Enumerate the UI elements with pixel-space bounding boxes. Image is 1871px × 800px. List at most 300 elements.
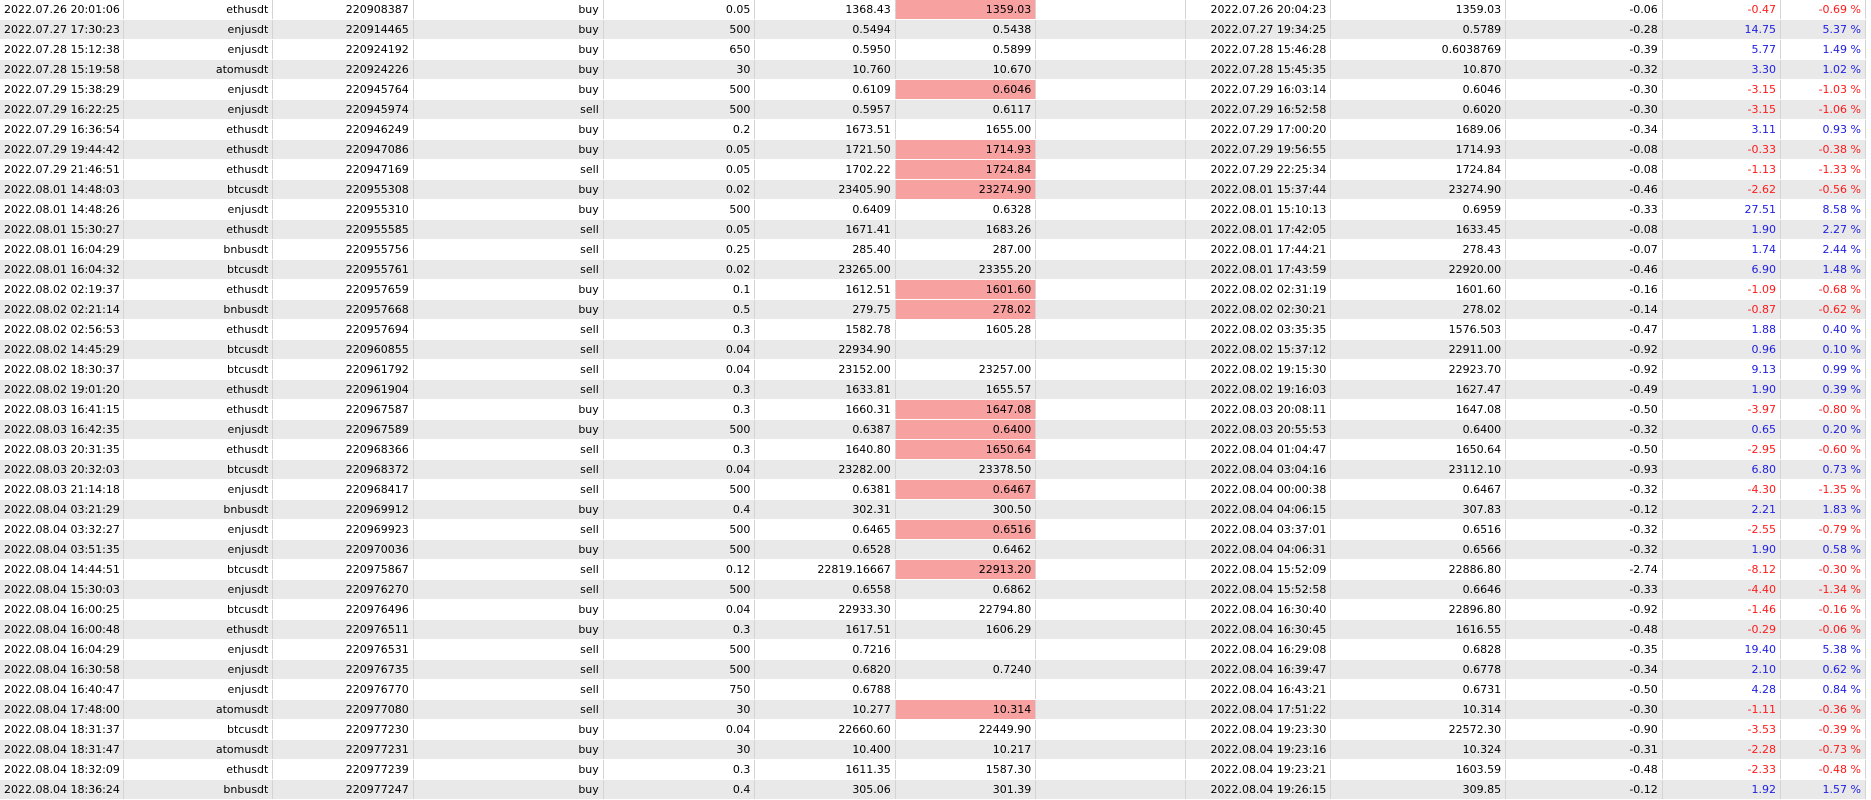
symbol-cell: enjusdt bbox=[123, 660, 273, 680]
symbol-cell: enjusdt bbox=[123, 40, 273, 60]
volume-cell: 0.05 bbox=[603, 160, 755, 180]
stop-loss-cell: 0.6046 bbox=[895, 80, 1035, 100]
close-price-cell: 10.314 bbox=[1331, 700, 1506, 720]
take-profit-cell bbox=[1036, 480, 1186, 500]
table-row[interactable] bbox=[0, 40, 1866, 60]
table-row[interactable] bbox=[0, 200, 1866, 220]
table-row[interactable] bbox=[0, 540, 1866, 560]
volume-cell: 500 bbox=[603, 80, 755, 100]
stop-loss-cell bbox=[895, 680, 1035, 700]
symbol-cell: ethusdt bbox=[123, 760, 273, 780]
order-id-cell: 220968372 bbox=[273, 460, 413, 480]
table-row[interactable] bbox=[0, 440, 1866, 460]
commission-cell: -0.90 bbox=[1506, 720, 1663, 740]
symbol-cell: ethusdt bbox=[123, 400, 273, 420]
close-price-cell: 23274.90 bbox=[1331, 180, 1506, 200]
stop-loss-cell: 1714.93 bbox=[895, 140, 1035, 160]
table-row[interactable] bbox=[0, 500, 1866, 520]
open-time-cell: 2022.07.29 16:22:25 bbox=[0, 100, 123, 120]
open-price-cell: 23282.00 bbox=[755, 460, 895, 480]
table-row[interactable] bbox=[0, 360, 1866, 380]
stop-loss-cell: 0.6862 bbox=[895, 580, 1035, 600]
profit-cell: 19.40 bbox=[1662, 640, 1780, 660]
profit-cell: 3.30 bbox=[1662, 60, 1780, 80]
close-price-cell: 22920.00 bbox=[1331, 260, 1506, 280]
type-cell: buy bbox=[413, 140, 603, 160]
stop-loss-cell: 1650.64 bbox=[895, 440, 1035, 460]
table-row[interactable] bbox=[0, 260, 1866, 280]
table-row[interactable] bbox=[0, 680, 1866, 700]
order-id-cell: 220977247 bbox=[273, 780, 413, 800]
commission-cell: -0.12 bbox=[1506, 500, 1663, 520]
open-price-cell: 0.5957 bbox=[755, 100, 895, 120]
table-row[interactable] bbox=[0, 480, 1866, 500]
take-profit-cell bbox=[1036, 660, 1186, 680]
stop-loss-cell: 0.6516 bbox=[895, 520, 1035, 540]
volume-cell: 0.04 bbox=[603, 460, 755, 480]
open-price-cell: 1611.35 bbox=[755, 760, 895, 780]
symbol-cell: btcusdt bbox=[123, 720, 273, 740]
close-time-cell: 2022.07.26 20:04:23 bbox=[1185, 0, 1331, 20]
close-time-cell: 2022.08.02 19:15:30 bbox=[1185, 360, 1331, 380]
close-price-cell: 0.6516 bbox=[1331, 520, 1506, 540]
commission-cell: -0.92 bbox=[1506, 600, 1663, 620]
commission-cell: -0.12 bbox=[1506, 780, 1663, 800]
order-id-cell: 220976270 bbox=[273, 580, 413, 600]
open-time-cell: 2022.07.29 15:38:29 bbox=[0, 80, 123, 100]
table-row[interactable] bbox=[0, 80, 1866, 100]
order-id-cell: 220957659 bbox=[273, 280, 413, 300]
close-price-cell: 278.43 bbox=[1331, 240, 1506, 260]
volume-cell: 500 bbox=[603, 520, 755, 540]
profit-percent-cell: -0.62 % bbox=[1781, 300, 1866, 320]
type-cell: buy bbox=[413, 300, 603, 320]
profit-percent-cell: 8.58 % bbox=[1781, 200, 1866, 220]
stop-loss-cell: 0.6328 bbox=[895, 200, 1035, 220]
stop-loss-cell bbox=[895, 340, 1035, 360]
type-cell: sell bbox=[413, 260, 603, 280]
volume-cell: 0.25 bbox=[603, 240, 755, 260]
type-cell: buy bbox=[413, 20, 603, 40]
close-price-cell: 1627.47 bbox=[1331, 380, 1506, 400]
open-price-cell: 10.277 bbox=[755, 700, 895, 720]
table-row[interactable] bbox=[0, 580, 1866, 600]
open-time-cell: 2022.08.04 15:30:03 bbox=[0, 580, 123, 600]
close-price-cell: 10.870 bbox=[1331, 60, 1506, 80]
profit-percent-cell: 0.20 % bbox=[1781, 420, 1866, 440]
close-time-cell: 2022.08.01 15:37:44 bbox=[1185, 180, 1331, 200]
table-row[interactable] bbox=[0, 400, 1866, 420]
volume-cell: 0.2 bbox=[603, 120, 755, 140]
stop-loss-cell: 0.7240 bbox=[895, 660, 1035, 680]
open-time-cell: 2022.07.29 21:46:51 bbox=[0, 160, 123, 180]
close-time-cell: 2022.08.04 17:51:22 bbox=[1185, 700, 1331, 720]
symbol-cell: ethusdt bbox=[123, 380, 273, 400]
type-cell: buy bbox=[413, 600, 603, 620]
close-price-cell: 1601.60 bbox=[1331, 280, 1506, 300]
type-cell: sell bbox=[413, 580, 603, 600]
order-id-cell: 220968366 bbox=[273, 440, 413, 460]
table-row[interactable] bbox=[0, 180, 1866, 200]
table-row[interactable] bbox=[0, 740, 1866, 760]
profit-cell: 0.96 bbox=[1662, 340, 1780, 360]
symbol-cell: enjusdt bbox=[123, 80, 273, 100]
profit-cell: 27.51 bbox=[1662, 200, 1780, 220]
table-row[interactable] bbox=[0, 60, 1866, 80]
profit-percent-cell: -0.69 % bbox=[1781, 0, 1866, 20]
profit-percent-cell: -1.34 % bbox=[1781, 580, 1866, 600]
table-row[interactable] bbox=[0, 220, 1866, 240]
type-cell: buy bbox=[413, 740, 603, 760]
commission-cell: -0.30 bbox=[1506, 80, 1663, 100]
take-profit-cell bbox=[1036, 80, 1186, 100]
profit-cell: -1.13 bbox=[1662, 160, 1780, 180]
table-row[interactable] bbox=[0, 640, 1866, 660]
open-price-cell: 0.6381 bbox=[755, 480, 895, 500]
volume-cell: 0.1 bbox=[603, 280, 755, 300]
close-time-cell: 2022.07.29 22:25:34 bbox=[1185, 160, 1331, 180]
commission-cell: -0.33 bbox=[1506, 580, 1663, 600]
table-row[interactable] bbox=[0, 320, 1866, 340]
table-row[interactable] bbox=[0, 620, 1866, 640]
symbol-cell: atomusdt bbox=[123, 700, 273, 720]
profit-percent-cell: -0.39 % bbox=[1781, 720, 1866, 740]
open-price-cell: 0.6387 bbox=[755, 420, 895, 440]
close-price-cell: 22923.70 bbox=[1331, 360, 1506, 380]
close-price-cell: 1616.55 bbox=[1331, 620, 1506, 640]
open-price-cell: 1640.80 bbox=[755, 440, 895, 460]
stop-loss-cell: 10.670 bbox=[895, 60, 1035, 80]
open-price-cell: 1702.22 bbox=[755, 160, 895, 180]
take-profit-cell bbox=[1036, 100, 1186, 120]
order-id-cell: 220977080 bbox=[273, 700, 413, 720]
take-profit-cell bbox=[1036, 780, 1186, 800]
commission-cell: -0.31 bbox=[1506, 740, 1663, 760]
open-price-cell: 22660.60 bbox=[755, 720, 895, 740]
symbol-cell: enjusdt bbox=[123, 200, 273, 220]
type-cell: buy bbox=[413, 0, 603, 20]
symbol-cell: btcusdt bbox=[123, 460, 273, 480]
table-row[interactable] bbox=[0, 140, 1866, 160]
open-time-cell: 2022.07.29 16:36:54 bbox=[0, 120, 123, 140]
type-cell: buy bbox=[413, 280, 603, 300]
take-profit-cell bbox=[1036, 140, 1186, 160]
profit-cell: 1.88 bbox=[1662, 320, 1780, 340]
commission-cell: -0.30 bbox=[1506, 100, 1663, 120]
take-profit-cell bbox=[1036, 160, 1186, 180]
open-price-cell: 1617.51 bbox=[755, 620, 895, 640]
stop-loss-cell: 0.6467 bbox=[895, 480, 1035, 500]
open-time-cell: 2022.08.02 19:01:20 bbox=[0, 380, 123, 400]
close-time-cell: 2022.08.02 15:37:12 bbox=[1185, 340, 1331, 360]
commission-cell: -0.35 bbox=[1506, 640, 1663, 660]
volume-cell: 0.02 bbox=[603, 260, 755, 280]
symbol-cell: enjusdt bbox=[123, 640, 273, 660]
symbol-cell: ethusdt bbox=[123, 0, 273, 20]
order-id-cell: 220945974 bbox=[273, 100, 413, 120]
volume-cell: 0.04 bbox=[603, 720, 755, 740]
table-row[interactable] bbox=[0, 340, 1866, 360]
volume-cell: 0.3 bbox=[603, 620, 755, 640]
profit-cell: 6.80 bbox=[1662, 460, 1780, 480]
close-time-cell: 2022.08.02 19:16:03 bbox=[1185, 380, 1331, 400]
stop-loss-cell: 300.50 bbox=[895, 500, 1035, 520]
symbol-cell: ethusdt bbox=[123, 120, 273, 140]
commission-cell: -0.07 bbox=[1506, 240, 1663, 260]
commission-cell: -0.16 bbox=[1506, 280, 1663, 300]
symbol-cell: ethusdt bbox=[123, 440, 273, 460]
type-cell: sell bbox=[413, 220, 603, 240]
close-time-cell: 2022.08.04 16:30:40 bbox=[1185, 600, 1331, 620]
volume-cell: 500 bbox=[603, 580, 755, 600]
order-id-cell: 220947086 bbox=[273, 140, 413, 160]
table-row[interactable] bbox=[0, 420, 1866, 440]
open-time-cell: 2022.08.04 16:00:48 bbox=[0, 620, 123, 640]
order-id-cell: 220961904 bbox=[273, 380, 413, 400]
order-id-cell: 220969923 bbox=[273, 520, 413, 540]
open-time-cell: 2022.07.29 19:44:42 bbox=[0, 140, 123, 160]
type-cell: sell bbox=[413, 380, 603, 400]
type-cell: sell bbox=[413, 680, 603, 700]
table-row[interactable] bbox=[0, 380, 1866, 400]
take-profit-cell bbox=[1036, 120, 1186, 140]
volume-cell: 500 bbox=[603, 480, 755, 500]
close-time-cell: 2022.07.29 17:00:20 bbox=[1185, 120, 1331, 140]
open-price-cell: 1660.31 bbox=[755, 400, 895, 420]
table-row[interactable] bbox=[0, 100, 1866, 120]
stop-loss-cell: 22449.90 bbox=[895, 720, 1035, 740]
table-row[interactable] bbox=[0, 600, 1866, 620]
stop-loss-cell: 301.39 bbox=[895, 780, 1035, 800]
symbol-cell: enjusdt bbox=[123, 520, 273, 540]
table-row[interactable] bbox=[0, 240, 1866, 260]
take-profit-cell bbox=[1036, 40, 1186, 60]
profit-percent-cell: -1.03 % bbox=[1781, 80, 1866, 100]
open-price-cell: 0.6788 bbox=[755, 680, 895, 700]
order-id-cell: 220924192 bbox=[273, 40, 413, 60]
commission-cell: -0.32 bbox=[1506, 480, 1663, 500]
open-price-cell: 279.75 bbox=[755, 300, 895, 320]
close-price-cell: 0.6020 bbox=[1331, 100, 1506, 120]
profit-percent-cell: -0.60 % bbox=[1781, 440, 1866, 460]
profit-cell: 6.90 bbox=[1662, 260, 1780, 280]
profit-percent-cell: -1.06 % bbox=[1781, 100, 1866, 120]
volume-cell: 500 bbox=[603, 200, 755, 220]
close-price-cell: 22886.80 bbox=[1331, 560, 1506, 580]
profit-percent-cell: 2.27 % bbox=[1781, 220, 1866, 240]
table-row[interactable] bbox=[0, 0, 1866, 20]
stop-loss-cell: 1647.08 bbox=[895, 400, 1035, 420]
volume-cell: 750 bbox=[603, 680, 755, 700]
profit-cell: -3.15 bbox=[1662, 100, 1780, 120]
type-cell: sell bbox=[413, 100, 603, 120]
open-time-cell: 2022.08.04 16:00:25 bbox=[0, 600, 123, 620]
type-cell: sell bbox=[413, 700, 603, 720]
take-profit-cell bbox=[1036, 280, 1186, 300]
profit-percent-cell: 1.57 % bbox=[1781, 780, 1866, 800]
profit-cell: 1.90 bbox=[1662, 380, 1780, 400]
profit-percent-cell: -0.36 % bbox=[1781, 700, 1866, 720]
symbol-cell: ethusdt bbox=[123, 140, 273, 160]
table-row[interactable] bbox=[0, 20, 1866, 40]
open-time-cell: 2022.08.02 14:45:29 bbox=[0, 340, 123, 360]
type-cell: sell bbox=[413, 520, 603, 540]
table-row[interactable] bbox=[0, 660, 1866, 680]
open-price-cell: 22819.16667 bbox=[755, 560, 895, 580]
type-cell: sell bbox=[413, 640, 603, 660]
open-time-cell: 2022.08.04 17:48:00 bbox=[0, 700, 123, 720]
table-row[interactable] bbox=[0, 520, 1866, 540]
order-id-cell: 220976496 bbox=[273, 600, 413, 620]
profit-percent-cell: -0.80 % bbox=[1781, 400, 1866, 420]
order-id-cell: 220957668 bbox=[273, 300, 413, 320]
volume-cell: 0.4 bbox=[603, 500, 755, 520]
stop-loss-cell: 10.217 bbox=[895, 740, 1035, 760]
open-price-cell: 0.6409 bbox=[755, 200, 895, 220]
profit-cell: -3.15 bbox=[1662, 80, 1780, 100]
open-time-cell: 2022.08.04 03:21:29 bbox=[0, 500, 123, 520]
close-time-cell: 2022.07.29 19:56:55 bbox=[1185, 140, 1331, 160]
commission-cell: -0.46 bbox=[1506, 260, 1663, 280]
table-row[interactable] bbox=[0, 700, 1866, 720]
type-cell: sell bbox=[413, 160, 603, 180]
symbol-cell: btcusdt bbox=[123, 180, 273, 200]
close-price-cell: 1650.64 bbox=[1331, 440, 1506, 460]
commission-cell: -0.34 bbox=[1506, 120, 1663, 140]
table-row[interactable] bbox=[0, 280, 1866, 300]
profit-percent-cell: 5.37 % bbox=[1781, 20, 1866, 40]
profit-percent-cell: -0.56 % bbox=[1781, 180, 1866, 200]
type-cell: buy bbox=[413, 420, 603, 440]
order-id-cell: 220976735 bbox=[273, 660, 413, 680]
profit-cell: -2.55 bbox=[1662, 520, 1780, 540]
take-profit-cell bbox=[1036, 60, 1186, 80]
order-id-cell: 220945764 bbox=[273, 80, 413, 100]
volume-cell: 0.4 bbox=[603, 780, 755, 800]
table-row[interactable] bbox=[0, 560, 1866, 580]
order-id-cell: 220976531 bbox=[273, 640, 413, 660]
close-price-cell: 307.83 bbox=[1331, 500, 1506, 520]
profit-cell: -8.12 bbox=[1662, 560, 1780, 580]
table-row[interactable] bbox=[0, 120, 1866, 140]
take-profit-cell bbox=[1036, 560, 1186, 580]
close-time-cell: 2022.08.04 01:04:47 bbox=[1185, 440, 1331, 460]
stop-loss-cell: 1605.28 bbox=[895, 320, 1035, 340]
table-row[interactable] bbox=[0, 760, 1866, 780]
open-time-cell: 2022.08.01 15:30:27 bbox=[0, 220, 123, 240]
profit-cell: -4.30 bbox=[1662, 480, 1780, 500]
type-cell: sell bbox=[413, 660, 603, 680]
take-profit-cell bbox=[1036, 540, 1186, 560]
open-price-cell: 305.06 bbox=[755, 780, 895, 800]
profit-percent-cell: -0.38 % bbox=[1781, 140, 1866, 160]
open-price-cell: 0.5950 bbox=[755, 40, 895, 60]
type-cell: sell bbox=[413, 460, 603, 480]
take-profit-cell bbox=[1036, 700, 1186, 720]
close-time-cell: 2022.08.04 16:29:08 bbox=[1185, 640, 1331, 660]
symbol-cell: bnbusdt bbox=[123, 780, 273, 800]
close-price-cell: 22911.00 bbox=[1331, 340, 1506, 360]
volume-cell: 500 bbox=[603, 540, 755, 560]
close-time-cell: 2022.08.04 15:52:58 bbox=[1185, 580, 1331, 600]
order-id-cell: 220955585 bbox=[273, 220, 413, 240]
close-time-cell: 2022.07.28 15:46:28 bbox=[1185, 40, 1331, 60]
close-time-cell: 2022.08.01 15:10:13 bbox=[1185, 200, 1331, 220]
table-row[interactable] bbox=[0, 300, 1866, 320]
open-time-cell: 2022.08.02 02:21:14 bbox=[0, 300, 123, 320]
type-cell: buy bbox=[413, 720, 603, 740]
close-price-cell: 0.6828 bbox=[1331, 640, 1506, 660]
stop-loss-cell: 0.6117 bbox=[895, 100, 1035, 120]
profit-cell: 0.65 bbox=[1662, 420, 1780, 440]
commission-cell: -0.30 bbox=[1506, 700, 1663, 720]
commission-cell: -0.50 bbox=[1506, 440, 1663, 460]
volume-cell: 0.04 bbox=[603, 360, 755, 380]
table-row[interactable] bbox=[0, 160, 1866, 180]
open-time-cell: 2022.08.04 18:31:37 bbox=[0, 720, 123, 740]
take-profit-cell bbox=[1036, 240, 1186, 260]
stop-loss-cell: 0.5438 bbox=[895, 20, 1035, 40]
volume-cell: 0.05 bbox=[603, 220, 755, 240]
profit-percent-cell: 1.49 % bbox=[1781, 40, 1866, 60]
open-price-cell: 1671.41 bbox=[755, 220, 895, 240]
table-row[interactable] bbox=[0, 460, 1866, 480]
commission-cell: -0.34 bbox=[1506, 660, 1663, 680]
stop-loss-cell: 23378.50 bbox=[895, 460, 1035, 480]
type-cell: buy bbox=[413, 760, 603, 780]
profit-cell: 1.90 bbox=[1662, 540, 1780, 560]
profit-percent-cell: -0.79 % bbox=[1781, 520, 1866, 540]
profit-cell: -0.33 bbox=[1662, 140, 1780, 160]
profit-percent-cell: 0.73 % bbox=[1781, 460, 1866, 480]
table-row[interactable] bbox=[0, 720, 1866, 740]
commission-cell: -0.08 bbox=[1506, 220, 1663, 240]
take-profit-cell bbox=[1036, 680, 1186, 700]
stop-loss-cell bbox=[895, 640, 1035, 660]
volume-cell: 0.3 bbox=[603, 760, 755, 780]
table-row[interactable] bbox=[0, 780, 1866, 800]
type-cell: sell bbox=[413, 240, 603, 260]
open-time-cell: 2022.08.04 18:36:24 bbox=[0, 780, 123, 800]
open-price-cell: 22934.90 bbox=[755, 340, 895, 360]
commission-cell: -0.32 bbox=[1506, 520, 1663, 540]
type-cell: buy bbox=[413, 780, 603, 800]
symbol-cell: enjusdt bbox=[123, 20, 273, 40]
commission-cell: -0.93 bbox=[1506, 460, 1663, 480]
open-price-cell: 285.40 bbox=[755, 240, 895, 260]
profit-cell: 1.90 bbox=[1662, 220, 1780, 240]
order-id-cell: 220976770 bbox=[273, 680, 413, 700]
open-price-cell: 302.31 bbox=[755, 500, 895, 520]
volume-cell: 0.04 bbox=[603, 600, 755, 620]
take-profit-cell bbox=[1036, 220, 1186, 240]
type-cell: buy bbox=[413, 540, 603, 560]
profit-percent-cell: 0.62 % bbox=[1781, 660, 1866, 680]
order-id-cell: 220955761 bbox=[273, 260, 413, 280]
close-time-cell: 2022.08.01 17:43:59 bbox=[1185, 260, 1331, 280]
profit-percent-cell: 1.02 % bbox=[1781, 60, 1866, 80]
profit-cell: -2.33 bbox=[1662, 760, 1780, 780]
close-price-cell: 0.6778 bbox=[1331, 660, 1506, 680]
profit-cell: 5.77 bbox=[1662, 40, 1780, 60]
profit-percent-cell: 0.58 % bbox=[1781, 540, 1866, 560]
order-id-cell: 220967589 bbox=[273, 420, 413, 440]
open-time-cell: 2022.08.04 16:30:58 bbox=[0, 660, 123, 680]
symbol-cell: bnbusdt bbox=[123, 240, 273, 260]
profit-cell: 9.13 bbox=[1662, 360, 1780, 380]
take-profit-cell bbox=[1036, 500, 1186, 520]
open-price-cell: 0.7216 bbox=[755, 640, 895, 660]
